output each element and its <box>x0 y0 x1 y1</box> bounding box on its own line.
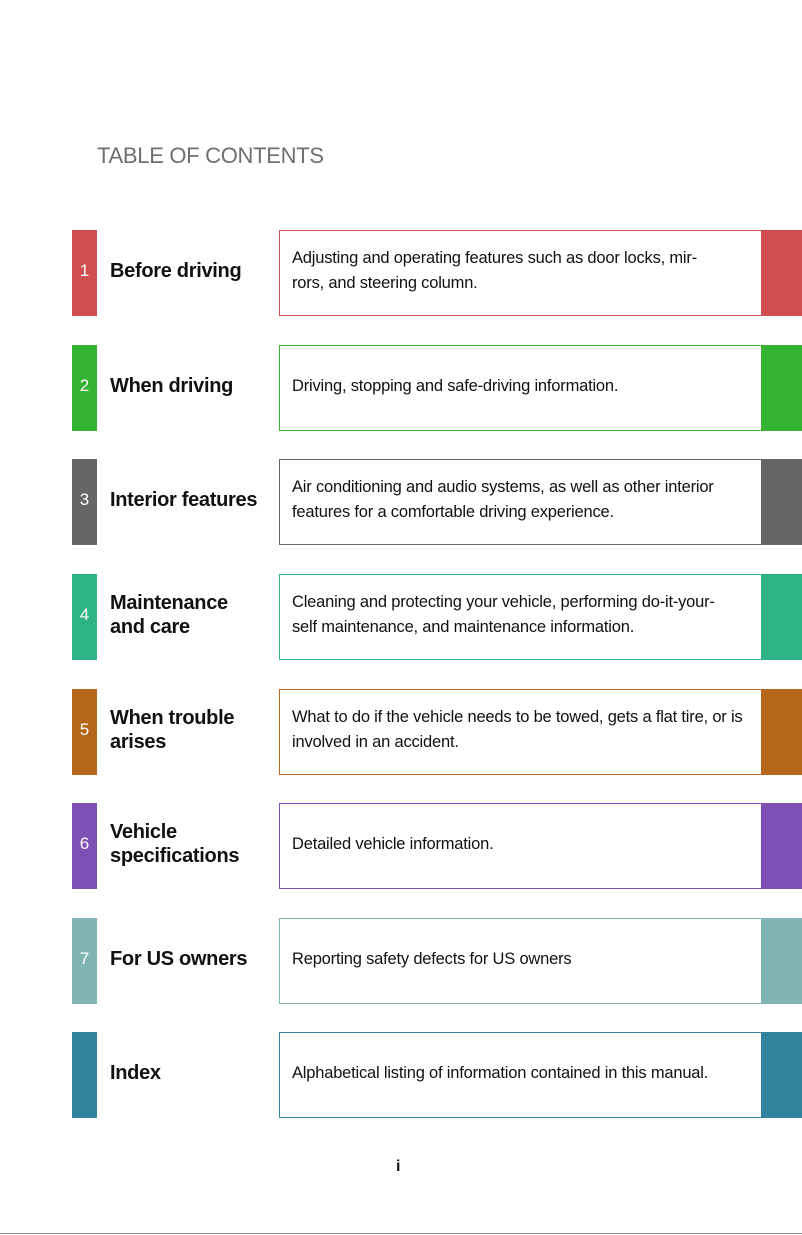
section-number-tab: 1 <box>72 230 97 316</box>
section-color-marker <box>762 230 802 316</box>
section-number-tab: 5 <box>72 689 97 775</box>
toc-section-row[interactable] <box>0 803 802 889</box>
toc-section-row[interactable] <box>0 230 802 316</box>
section-heading[interactable]: Index <box>110 1062 161 1084</box>
toc-section-row[interactable] <box>0 1032 802 1118</box>
toc-section-row[interactable] <box>0 345 802 431</box>
section-description: Reporting safety defects for US owners <box>279 918 762 1004</box>
section-description: Air conditioning and audio systems, as well as other interior features for a comfortable driving experience. <box>279 459 762 545</box>
section-color-marker <box>762 574 802 660</box>
section-description: Driving, stopping and safe-driving information. <box>279 345 762 431</box>
section-heading[interactable]: Before driving <box>110 260 242 282</box>
section-number-tab <box>72 1032 97 1118</box>
section-number-tab: 4 <box>72 574 97 660</box>
toc-section-row[interactable] <box>0 574 802 660</box>
toc-section-row[interactable] <box>0 918 802 1004</box>
section-description: Cleaning and protecting your vehicle, performing do-it-your- self maintenance, and maintenance information. <box>279 574 762 660</box>
section-color-marker <box>762 1032 802 1118</box>
section-color-marker <box>762 345 802 431</box>
section-color-marker <box>762 803 802 889</box>
section-heading[interactable]: Maintenance and care <box>110 592 228 638</box>
section-heading[interactable]: Vehicle specifications <box>110 821 240 867</box>
section-color-marker <box>762 918 802 1004</box>
section-description: Detailed vehicle information. <box>279 803 762 889</box>
section-description: What to do if the vehicle needs to be towed, gets a flat tire, or is involved in an accident. <box>279 689 762 775</box>
section-description: Adjusting and operating features such as door locks, mir- rors, and steering column. <box>279 230 762 316</box>
toc-section-row[interactable] <box>0 689 802 775</box>
bottom-divider <box>0 1233 802 1234</box>
section-heading[interactable]: When driving <box>110 375 234 397</box>
page-number: i <box>396 1158 401 1175</box>
toc-section-row[interactable] <box>0 459 802 545</box>
section-color-marker <box>762 459 802 545</box>
section-number-tab: 7 <box>72 918 97 1004</box>
section-color-marker <box>762 689 802 775</box>
section-number-tab: 2 <box>72 345 97 431</box>
section-heading[interactable]: For US owners <box>110 948 248 970</box>
section-description: Alphabetical listing of information contained in this manual. <box>279 1032 762 1118</box>
section-number-tab: 3 <box>72 459 97 545</box>
page-title: TABLE OF CONTENTS <box>97 143 324 168</box>
section-number-tab: 6 <box>72 803 97 889</box>
section-heading[interactable]: Interior features <box>110 489 258 511</box>
section-heading[interactable]: When trouble arises <box>110 707 235 753</box>
